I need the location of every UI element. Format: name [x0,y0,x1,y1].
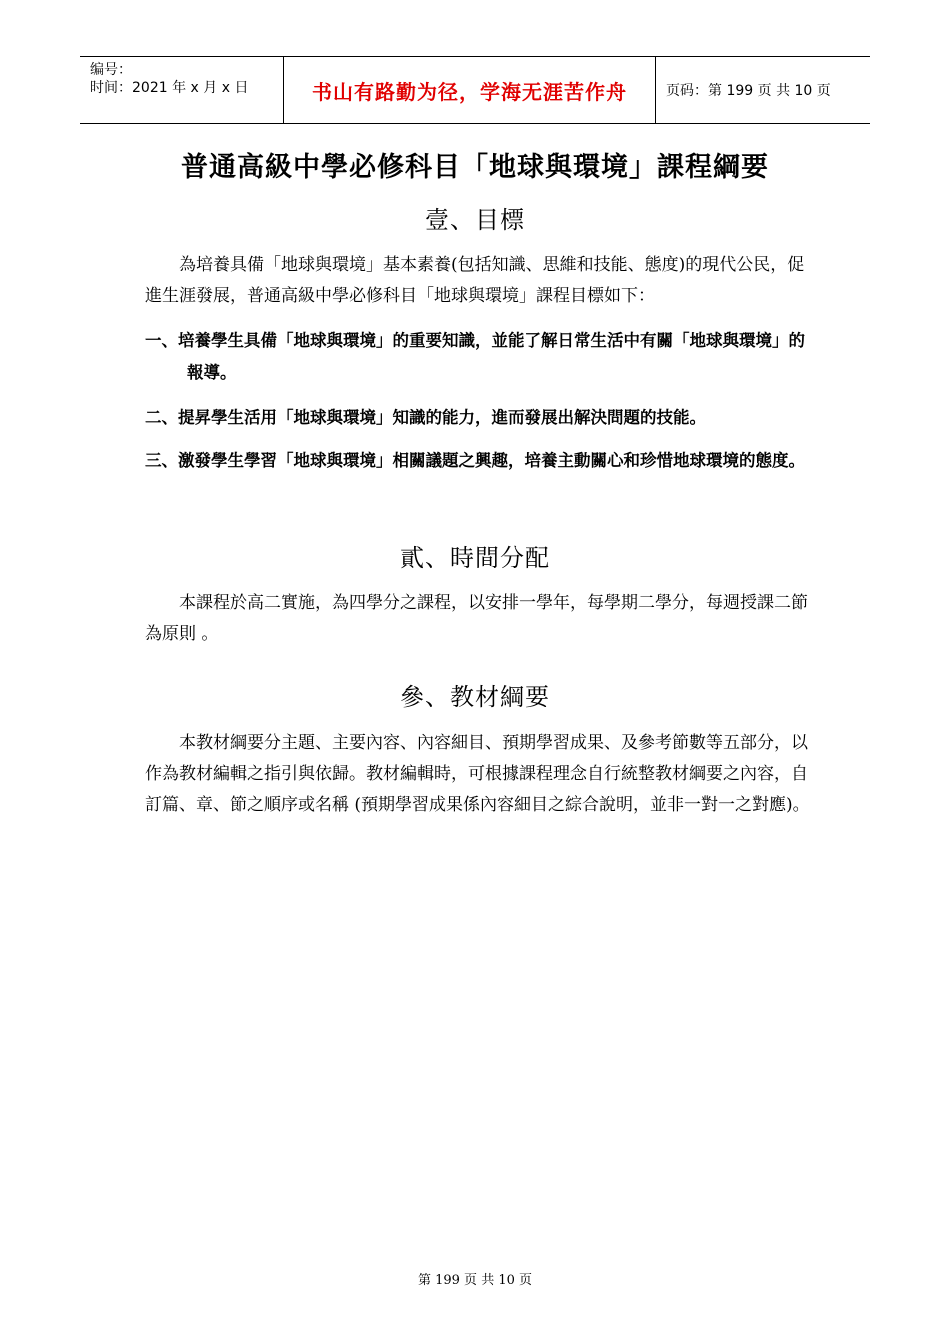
goal-item-3: 三、激發學生學習「地球與環境」相關議題之興趣，培養主動關心和珍惜地球環境的態度。 [145,451,805,470]
section-heading-time: 貳、時間分配 [400,544,550,572]
page-header [80,56,870,124]
goal-item-1: 一、培養學生具備「地球與環境」的重要知識，並能了解日常生活中有關「地球與環境」的報導。 [145,331,805,382]
time-label: 时间：2021 年 x 月 x 日 [90,80,249,96]
header-meta [80,57,283,123]
section-heading-outline: 參、教材綱要 [400,683,550,711]
header-motto: 书山有路勤为径，学海无涯苦作舟 [283,57,656,123]
number-label: 编号： [90,62,132,78]
page-footer: 第 199 页 共 10 页 [417,1273,533,1288]
time-allocation-text: 本課程於高二實施，為四學分之課程，以安排一學年，每學期二學分，每週授課二節為原則 。 [145,593,808,644]
section-heading-objectives: 壹、目標 [425,206,525,234]
document-title: 普通高級中學必修科目「地球與環境」課程綱要 [181,152,769,183]
goal-item-2: 二、提昇學生活用「地球與環境」知識的能力，進而發展出解決問題的技能。 [145,408,706,427]
outline-text: 本教材綱要分主題、主要內容、內容細目、預期學習成果、及參考節數等五部分，以作為教材編輯之指引與依歸。教材編輯時，可根據課程理念自行統整教材綱要之內容，自訂篇、章、節之順序或名稱 (預期學習成果係內容細目之綜合說明，並非一對一之對應)。 [145,733,810,815]
objectives-intro: 為培養具備「地球與環境」基本素養(包括知識、思維和技能、態度)的現代公民，促進生涯發展，普通高級中學必修科目「地球與環境」課程目標如下： [145,255,805,306]
header-page-code: 页码：第 199 页 共 10 页 [666,83,831,99]
